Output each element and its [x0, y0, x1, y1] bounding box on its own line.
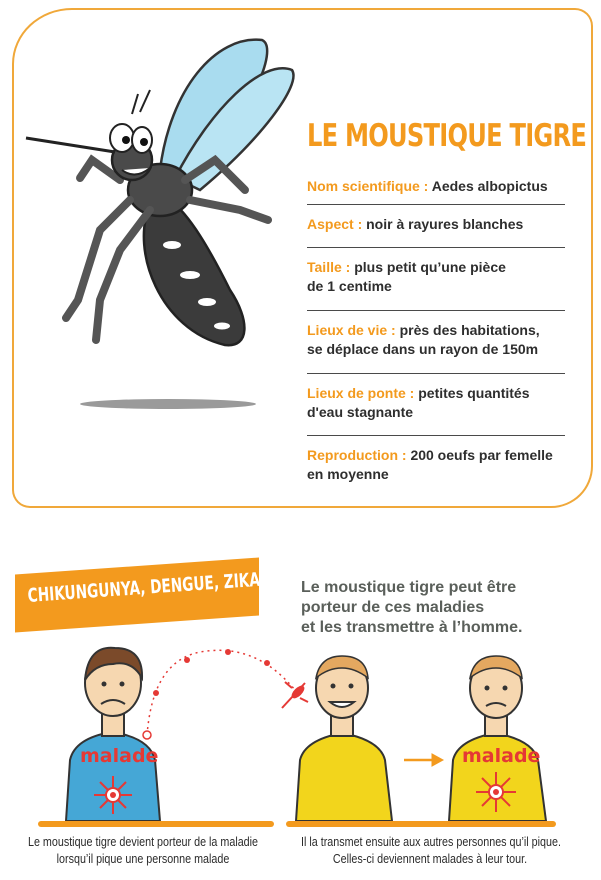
- fact-label: Lieux de vie :: [307, 322, 396, 338]
- sick-label-left: malade: [80, 745, 159, 767]
- card-title: LE MOUSTIQUE TIGRE: [307, 118, 587, 154]
- ground-line-left: [38, 821, 274, 827]
- fact-label: Reproduction :: [307, 447, 407, 463]
- fact-label: Nom scientifique :: [307, 178, 429, 194]
- arrow-right-icon: [404, 754, 443, 766]
- intro-line: Le moustique tigre peut être: [301, 579, 517, 596]
- fact-value: 200 oeufs par femelle: [410, 447, 553, 463]
- fact-value: Aedes albopictus: [431, 178, 548, 194]
- sick-person-right: [449, 656, 546, 821]
- fact-value: plus petit qu’une pièce: [354, 259, 506, 275]
- small-mosquito-icon: [282, 682, 308, 708]
- ground-line-right: [286, 821, 556, 827]
- caption-line: lorsqu’il pique une personne malade: [56, 852, 230, 866]
- caption-line: Le moustique tigre devient porteur de la maladie: [27, 835, 259, 849]
- fact-value: près des habitations,: [399, 322, 540, 338]
- fact-value-line2: en moyenne: [307, 466, 389, 482]
- diseases-banner-text: CHIKUNGUNYA, DENGUE, ZIKA: [27, 568, 261, 607]
- fact-value-line2: se déplace dans un rayon de 150m: [307, 341, 539, 357]
- fact-value: noir à rayures blanches: [366, 216, 524, 232]
- caption-line: Il la transmet ensuite aux autres personnes qu’il pique.: [301, 835, 561, 849]
- intro-line: et les transmettre à l’homme.: [301, 619, 523, 636]
- healthy-person-middle: [296, 656, 392, 821]
- caption-right: [301, 834, 559, 868]
- sick-label-right: malade: [462, 745, 541, 767]
- fact-value: petites quantités: [418, 385, 530, 401]
- fact-label: Aspect :: [307, 216, 363, 232]
- fact-label: Lieux de ponte :: [307, 385, 415, 401]
- intro-line: porteur de ces maladies: [301, 599, 485, 616]
- fact-value-line2: d'eau stagnante: [307, 404, 414, 420]
- fact-label: Taille :: [307, 259, 351, 275]
- fact-value-line2: de 1 centime: [307, 278, 392, 294]
- caption-line: Celles-ci deviennent malades à leur tour.: [332, 852, 528, 866]
- caption-left: [27, 834, 259, 868]
